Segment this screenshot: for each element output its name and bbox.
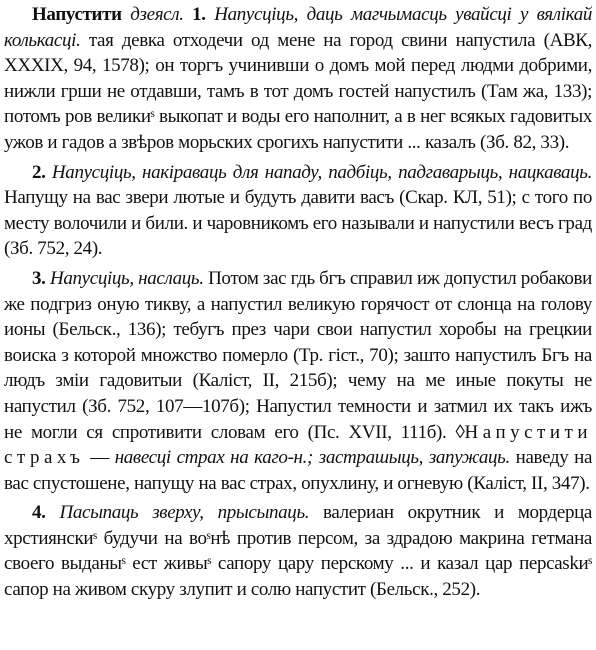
dictionary-page: [4, 2, 592, 603]
sense-3-quote: Потом зас гдь бгъ справил иж допустил робакови же подгриз оную тикву, а напустил великую горячост от слонца на голову ионы (Бельск., 136); тебугъ през чари свои напустил хоробы на грецкии воиска з которой множство померло (Тр. гіст., 70); зашто напустилъ Бгъ на людъ зміи гадовитыи (Каліст, II, 215б); чему на ме иные покуты не напустил (Зб. 752, 107—107б); Напустил темности и затмил их такъ ижъ не могли ся спротивити словам его (Пс. XVII, 111б).: [4, 267, 592, 443]
sense-4-definition: Пасыпаць зверху, прысыпаць.: [59, 502, 310, 524]
sense-3-definition: Напусціць, наслаць.: [49, 267, 204, 289]
sense-4-quote: валериан окрутник и мордерца хрстиянскиˢ будучи на воˢнѣ против персом, за здрадою макрина гетмана своего выданыˢ ест живыˢ сапору цару перскому ... и казал цар персaskиˢ сапор на живом скуру злупит и солю напустит (Бельск., 252).: [4, 502, 592, 601]
part-of-speech: дзеясл.: [130, 4, 184, 25]
sense-1-quote: тая девка отходечи од мене на город свини напустила (АВК, XXXIX, 94, 1578); он торгъ учинивши о домъ мой перед людми добрими, нижли грши не отдавши, тамъ в тот домъ гостей напустилъ (Там жа, 133); потомъ рoв великиˢ выкопат и воды его наполнит, а в нег всякых гадовитых ужов и гадов а звѣров морьских срогихъ напустити ... казалъ (Зб. 82, 33).: [4, 29, 592, 153]
sense-2-quote: Напущу на вас звери лютые и будуть давити васъ (Скар. КЛ, 51); с того по месту волочили и били. и чаровникомъ его называли и напустили весъ град (Зб. 752, 24).: [4, 187, 592, 260]
headword: Напустити: [32, 4, 122, 25]
phrase-definition: навесці страх на каго-н.; застрашыць, запужаць.: [114, 447, 510, 469]
sense-3-number: 3.: [32, 267, 46, 289]
sense-1-paragraph: [4, 2, 592, 156]
sense-1-definition: Напусціць, даць магчымасць увайсці у вялікай колькасці.: [4, 4, 592, 51]
phrase-dash: —: [90, 447, 109, 469]
sense-4-paragraph: [4, 500, 592, 602]
sense-2-paragraph: [4, 160, 592, 262]
sense-1-number: 1.: [192, 4, 206, 25]
phrase-headword: Напустити страхъ: [4, 421, 592, 469]
phrase-marker: ◊: [455, 421, 465, 443]
sense-2-definition: Напусціць, накіраваць для нападу, падбіць, падгаварыць, нацкаваць.: [51, 161, 593, 183]
sense-3-paragraph: [4, 266, 592, 496]
phrase-quote: наведу на вас спустошене, напущу на вас страх, опухлину, и огневую (Каліст, II, 347).: [4, 447, 593, 494]
sense-2-number: 2.: [32, 161, 46, 183]
sense-4-number: 4.: [32, 502, 46, 524]
